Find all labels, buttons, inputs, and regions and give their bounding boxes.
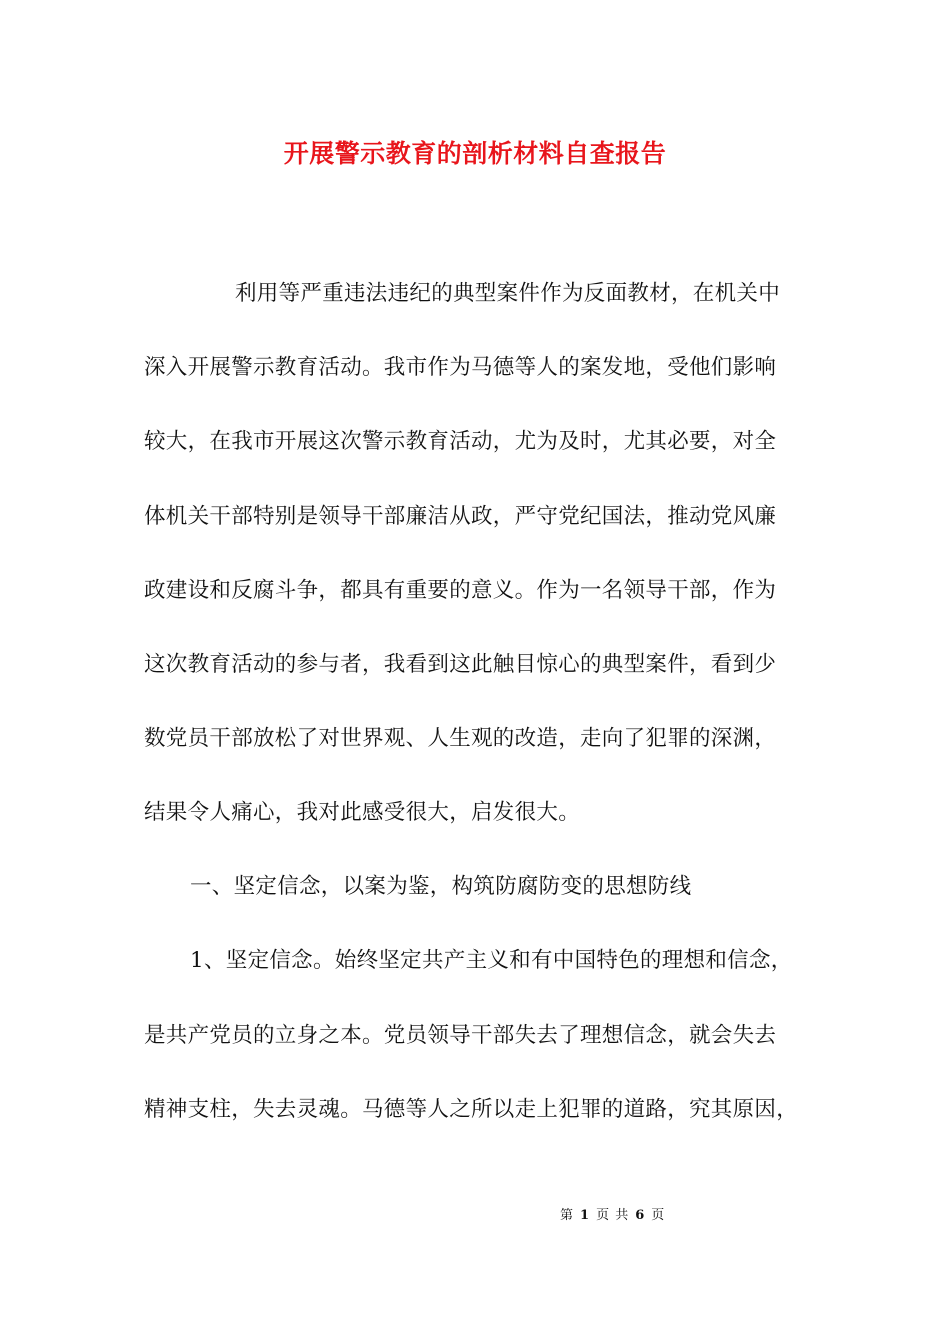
footer-middle: 页 共 <box>596 1208 630 1223</box>
paragraph-line: 体机关干部特别是领导干部廉洁从政，严守党纪国法，推动党风廉 <box>144 504 777 529</box>
paragraph-line: 结果令人痛心，我对此感受很大，启发很大。 <box>144 800 581 825</box>
paragraph-line: 政建设和反腐斗争，都具有重要的意义。作为一名领导干部，作为 <box>144 578 777 603</box>
paragraph-line: 这次教育活动的参与者，我看到这此触目惊心的典型案件，看到少 <box>144 652 777 677</box>
paragraph-line: 是共产党员的立身之本。党员领导干部失去了理想信念，就会失去 <box>144 1023 777 1048</box>
document-title: 开展警示教育的剖析材料自查报告 <box>283 139 667 168</box>
current-page-number: 1 <box>580 1208 591 1223</box>
section-heading: 一、坚定信念，以案为鉴，构筑防腐防变的思想防线 <box>190 874 692 899</box>
paragraph-line: 数党员干部放松了对世界观、人生观的改造，走向了犯罪的深渊， <box>144 726 777 751</box>
paragraph-line: 1、坚定信念。始终坚定共产主义和有中国特色的理想和信念， <box>190 948 793 973</box>
footer-suffix: 页 <box>651 1208 666 1223</box>
paragraph-line: 深入开展警示教育活动。我市作为马德等人的案发地，受他们影响 <box>144 355 777 380</box>
paragraph-line: 利用等严重违法违纪的典型案件作为反面教材，在机关中 <box>235 281 781 306</box>
page-footer <box>560 1206 665 1226</box>
total-page-number: 6 <box>635 1208 646 1223</box>
footer-prefix: 第 <box>560 1208 575 1223</box>
paragraph-line: 较大，在我市开展这次警示教育活动，尤为及时，尤其必要，对全 <box>144 429 777 454</box>
paragraph-line: 精神支柱，失去灵魂。马德等人之所以走上犯罪的道路，究其原因， <box>144 1097 799 1122</box>
